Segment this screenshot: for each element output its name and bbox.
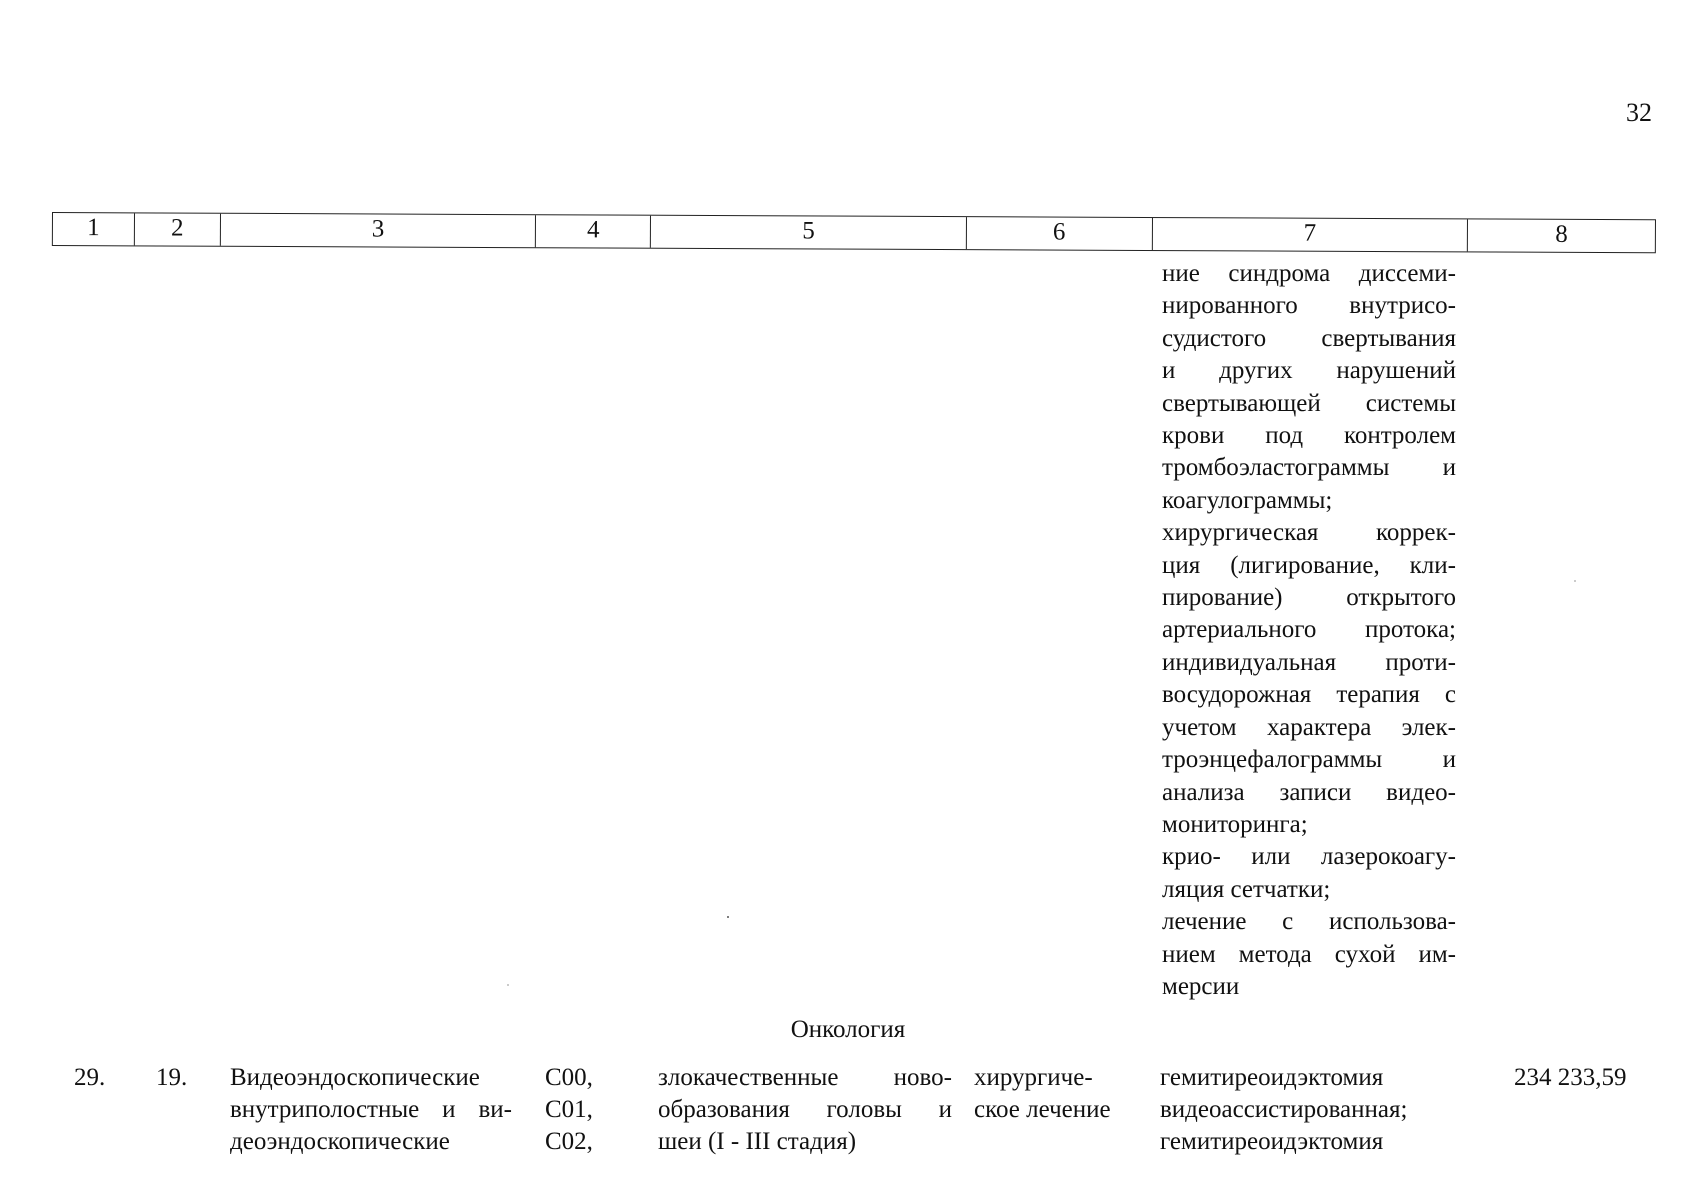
text-line: видеоассистированная; — [1160, 1096, 1408, 1123]
text-line: пирование) открытого — [1162, 584, 1456, 612]
text-line: хирургическая коррек- — [1162, 519, 1456, 547]
row-number: 29. — [74, 1064, 106, 1091]
section-title: Онкология — [790, 1016, 906, 1043]
header-col-7: 7 — [1152, 218, 1468, 251]
text-line: деоэндоскопические — [230, 1128, 450, 1155]
scan-speck — [1574, 580, 1576, 582]
text-line: C00, — [545, 1064, 593, 1091]
text-line: восудорожная терапия с — [1162, 681, 1456, 709]
text-line: ское лечение — [974, 1096, 1111, 1123]
column-number-header — [52, 212, 1656, 253]
text-line: индивидуальная проти- — [1162, 648, 1456, 676]
text-line: учетом характера элек- — [1162, 713, 1456, 741]
header-col-5: 5 — [651, 216, 967, 249]
text-line: коагулограммы; — [1162, 486, 1333, 514]
treatment-method-cell — [1160, 1062, 1407, 1158]
treatment-kind-cell — [974, 1062, 1111, 1126]
header-col-1: 1 — [53, 213, 135, 245]
text-line: крио- или лазерокоагу- — [1162, 843, 1456, 871]
icd-codes-cell — [545, 1062, 593, 1158]
scan-speck — [727, 916, 729, 918]
text-line: образования головы и — [658, 1096, 952, 1123]
text-line: мерсии — [1162, 972, 1240, 1000]
page-number: 32 — [1626, 98, 1652, 127]
text-line: внутриполостные и ви- — [230, 1096, 512, 1123]
text-line: гемитиреоидэктомия — [1160, 1128, 1384, 1155]
text-line: C01, — [545, 1096, 593, 1123]
text-line: лечение с использова- — [1162, 908, 1456, 936]
text-line: и других нарушений — [1162, 357, 1456, 385]
header-col-3: 3 — [221, 214, 537, 247]
text-line: тромбоэластограммы и — [1162, 454, 1456, 482]
header-col-4: 4 — [536, 215, 651, 248]
patient-model-cell — [658, 1062, 952, 1158]
text-line: анализа записи видео- — [1162, 778, 1456, 806]
header-col-6: 6 — [967, 217, 1153, 250]
text-line: ция (лигирование, кли- — [1162, 551, 1456, 579]
text-line: злокачественные ново- — [658, 1064, 952, 1091]
treatment-type-cell — [230, 1062, 512, 1158]
header-col-2: 2 — [135, 213, 221, 245]
text-line: судистого свертывания — [1162, 324, 1456, 352]
text-line: крови под контролем — [1162, 422, 1456, 450]
text-line: свертывающей системы — [1162, 389, 1456, 417]
text-line: нированного внутрисо- — [1162, 292, 1456, 320]
column-7-continued-text — [1162, 258, 1456, 1003]
text-line: гемитиреоидэктомия — [1160, 1064, 1384, 1091]
text-line: троэнцефалограммы и — [1162, 746, 1456, 774]
text-line: хирургиче- — [974, 1064, 1093, 1091]
text-line: ляция сетчатки; — [1162, 875, 1331, 903]
text-line: ние синдрома диссеми- — [1162, 260, 1456, 287]
cost-value: 234 233,59 — [1514, 1064, 1627, 1091]
text-line: C02, — [545, 1128, 593, 1155]
text-line: мониторинга; — [1162, 810, 1308, 838]
text-line: шеи (I - III стадия) — [658, 1128, 857, 1155]
text-line: нием метода сухой им- — [1162, 940, 1456, 968]
group-number: 19. — [156, 1064, 188, 1091]
text-line: артериального протока; — [1162, 616, 1456, 644]
text-line: Видеоэндоскопические — [230, 1064, 480, 1091]
scan-speck — [507, 984, 509, 986]
header-col-8: 8 — [1555, 220, 1568, 248]
